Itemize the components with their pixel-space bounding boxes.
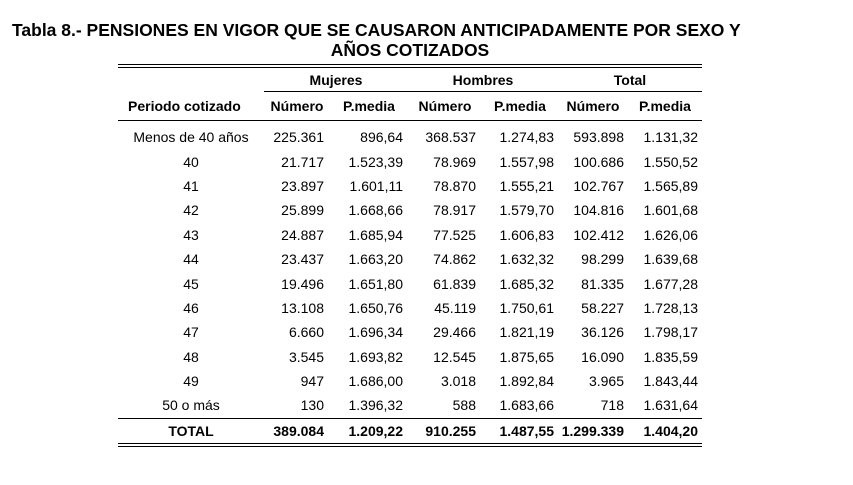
table-row [118,345,702,369]
row-value-cell: 1.579,70 [499,202,554,219]
col-mujeres-pmedia: P.media [343,98,395,114]
row-period-cell: 43 [183,226,199,243]
row-value-cell: 78.870 [433,177,476,194]
row-value-cell: 1.843,44 [643,373,698,390]
row-value-cell: 45.119 [434,299,476,316]
group-total: Total [558,68,702,92]
total-total-numero: 1.299.339 [561,422,624,439]
row-value-cell: 1.663,20 [348,251,403,268]
table-row [118,271,702,295]
row-value-cell: 1.396,32 [348,397,403,414]
table-row [118,320,702,344]
row-value-cell: 947 [300,373,324,390]
row-value-cell: 77.525 [433,226,476,243]
row-value-cell: 896,64 [360,129,403,146]
row-value-cell: 1.626,06 [643,226,698,243]
row-value-cell: 104.816 [573,202,624,219]
column-header-row [118,92,702,121]
table-row [118,223,702,247]
col-mujeres-numero: Número [270,98,324,114]
row-value-cell: 1.728,13 [643,299,698,316]
table-row [118,198,702,222]
row-value-cell: 1.651,80 [348,275,403,292]
row-value-cell: 13.108 [281,299,324,316]
row-value-cell: 25.899 [281,202,324,219]
row-value-cell: 1.555,21 [499,177,554,194]
row-value-cell: 1.750,61 [499,299,554,316]
pensions-table [118,64,702,447]
row-value-cell: 1.683,66 [499,397,554,414]
row-value-cell: 593.898 [573,129,624,146]
table-title [0,20,853,60]
row-period-cell: 45 [183,275,199,292]
row-value-cell: 6.660 [288,324,324,341]
row-value-cell: 102.767 [573,177,624,194]
total-mujeres-numero: 389.084 [273,422,324,439]
table-row [118,296,702,320]
row-value-cell: 1.892,84 [499,373,554,390]
row-value-cell: 102.412 [573,226,624,243]
bottom-rule [118,443,702,447]
row-value-cell: 24.887 [281,226,324,243]
row-period-cell: Menos de 40 años [133,129,249,146]
table-row [118,247,702,271]
table-row [118,125,702,149]
row-value-cell: 19.496 [281,275,324,292]
row-period-cell: 40 [183,153,199,170]
row-value-cell: 78.969 [433,153,476,170]
row-value-cell: 1.685,32 [499,275,554,292]
row-value-cell: 1.685,94 [348,226,403,243]
row-value-cell: 1.639,68 [643,251,698,268]
row-period-cell: 49 [183,373,199,390]
row-value-cell: 58.227 [581,299,624,316]
total-hombres-pmedia: 1.487,55 [499,422,554,439]
row-value-cell: 1.606,83 [499,226,554,243]
group-header-row [118,68,702,92]
table-row [118,369,702,393]
row-value-cell: 130 [300,397,324,414]
row-value-cell: 1.798,17 [643,324,698,341]
col-hombres-numero: Número [418,98,472,114]
row-value-cell: 3.018 [440,373,476,390]
row-value-cell: 36.126 [581,324,624,341]
group-hombres: Hombres [408,68,558,92]
row-value-cell: 1.601,68 [643,202,698,219]
row-value-cell: 98.299 [581,251,624,268]
col-periodo: Periodo cotizado [128,98,241,114]
row-value-cell: 1.668,66 [348,202,403,219]
row-value-cell: 1.821,19 [499,324,554,341]
title-line-1: Tabla 8.- PENSIONES EN VIGOR QUE SE CAUSARON ANTICIPADAMENTE POR SEXO Y [12,20,741,40]
col-hombres-pmedia: P.media [494,98,546,114]
col-total-numero: Número [566,98,620,114]
row-period-cell: 42 [183,202,199,219]
row-value-cell: 1.693,82 [348,348,403,365]
row-value-cell: 21.717 [281,153,324,170]
table-row [118,174,702,198]
row-value-cell: 1.875,65 [499,348,554,365]
row-period-cell: 47 [183,324,199,341]
row-value-cell: 23.897 [281,177,324,194]
row-value-cell: 1.601,11 [349,177,403,194]
row-period-cell: 48 [183,348,199,365]
total-hombres-numero: 910.255 [425,422,476,439]
row-value-cell: 29.466 [433,324,476,341]
table-row [118,393,702,417]
row-period-cell: 50 o más [162,397,220,414]
row-value-cell: 78.917 [433,202,476,219]
row-value-cell: 81.335 [581,275,624,292]
row-value-cell: 368.537 [425,129,476,146]
row-value-cell: 23.437 [281,251,324,268]
row-value-cell: 1.131,32 [643,129,698,146]
row-value-cell: 588 [452,397,476,414]
row-value-cell: 16.090 [581,348,624,365]
row-value-cell: 718 [600,397,624,414]
row-value-cell: 74.862 [433,251,476,268]
table-body [118,121,702,419]
title-line-2: AÑOS COTIZADOS [330,40,490,60]
row-value-cell: 100.686 [573,153,624,170]
row-value-cell: 1.650,76 [348,299,403,316]
row-value-cell: 61.839 [433,275,476,292]
total-label: TOTAL [168,422,214,439]
row-value-cell: 225.361 [273,129,324,146]
row-period-cell: 41 [183,177,199,194]
row-value-cell: 1.523,39 [348,153,403,170]
total-total-pmedia: 1.404,20 [643,422,698,439]
row-value-cell: 1.632,32 [499,251,554,268]
total-mujeres-pmedia: 1.209,22 [348,422,403,439]
row-value-cell: 1.835,59 [643,348,698,365]
row-value-cell: 1.565,89 [643,177,698,194]
row-value-cell: 1.686,00 [348,373,403,390]
group-mujeres: Mujeres [264,68,408,92]
row-value-cell: 3.545 [288,348,324,365]
row-value-cell: 1.557,98 [499,153,554,170]
row-value-cell: 12.545 [433,348,476,365]
col-total-pmedia: P.media [639,98,691,114]
row-value-cell: 1.274,83 [499,129,554,146]
table-row [118,149,702,173]
row-value-cell: 1.696,34 [348,324,403,341]
row-value-cell: 1.631,64 [643,397,698,414]
row-period-cell: 44 [183,251,199,268]
row-value-cell: 3.965 [588,373,624,390]
row-value-cell: 1.550,52 [643,153,698,170]
row-value-cell: 1.677,28 [643,275,698,292]
total-row [118,419,702,443]
row-period-cell: 46 [183,299,199,316]
